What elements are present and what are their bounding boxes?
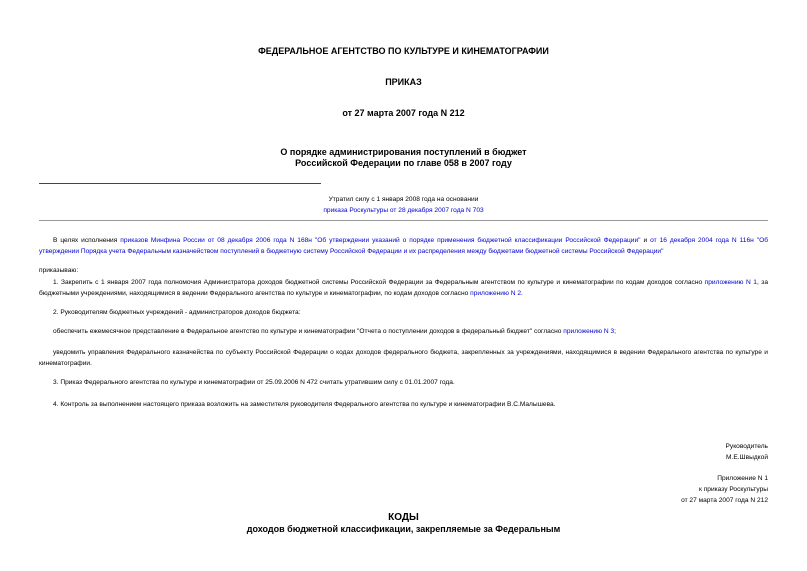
minfin-order-116n-link[interactable]: от 16 декабря 2004 года N 116н "Об утверждении Порядка учета Федеральным казначейством поступлений в бюджетную систему Российской Федерации и их распределения между бюджетами бюджетной системы Российской Федерации" xyxy=(39,237,768,255)
repeal-note: Утратил силу с 1 января 2008 года на основании xyxy=(328,196,479,203)
preamble-text: и xyxy=(640,237,651,244)
appendix-2-link[interactable]: приложению N 2 xyxy=(470,289,522,297)
appendix-3-link[interactable]: приложению N 3 xyxy=(563,328,615,335)
doc-type-heading: ПРИКАЗ xyxy=(385,77,422,87)
order-title-line-2: Российской Федерации по главе 058 в 2007 году xyxy=(295,158,512,168)
item-4-paragraph: 4. Контроль за выполнением настоящего приказа возложить на заместителя руководителя Федерального агентства по культуре и кинематографии В.С.Малышева. xyxy=(53,401,556,408)
appendix-1-link[interactable]: приложению N 1 xyxy=(704,279,757,286)
signature-name: М.Е.Швыдкой xyxy=(726,454,768,461)
separator-short xyxy=(39,183,321,184)
appendix-line-2: к приказу Роскультуры xyxy=(698,486,768,493)
item-1-paragraph xyxy=(39,278,768,299)
signature-block xyxy=(726,441,768,463)
prikazyvayu-text: приказываю: xyxy=(39,267,79,274)
signature-role: Руководитель xyxy=(725,443,768,450)
item-2a-text: обеспечить ежемесячное представление в Федеральное агентство по культуре и кинематографии "Отчета о поступлении доходов в федеральный бюджет" согласно xyxy=(53,328,564,335)
preamble-paragraph xyxy=(39,236,768,257)
item-3-paragraph: 3. Приказ Федерального агентства по культуре и кинематографии от 25.09.2006 N 472 считать утратившим силу с 01.01.2007 года. xyxy=(53,379,455,386)
codes-title: КОДЫ xyxy=(388,512,419,523)
codes-subtitle: доходов бюджетной классификации, закрепляемые за Федеральным xyxy=(246,524,561,534)
minfin-order-168n-link[interactable]: приказов Минфина России от 08 декабря 2006 года N 168н "Об утверждении указаний о порядке применения бюджетной классификации Российской Федерации" xyxy=(120,237,641,244)
item-1-text: 1. Закрепить с 1 января 2007 года полномочия Администратора доходов бюджетной системы Российской Федерации за Федеральным агентством по культуре и кинематографии по кодам доходов согласно xyxy=(53,279,705,286)
preamble-text: В целях исполнения xyxy=(53,237,121,244)
separator-full xyxy=(39,220,768,221)
item-2b-paragraph: уведомить управления Федерального казначейства по субъекту Российской Федерации о кодах доходов федерального бюджета, закрепленных за учреждениями, находящимися в ведении Федерального агентства по культуре и кинематографии. xyxy=(39,349,768,367)
item-2-paragraph: 2. Руководителям бюджетных учреждений - администраторов доходов бюджета: xyxy=(53,309,301,316)
item-2a-paragraph xyxy=(39,327,768,338)
appendix-line-1: Приложение N 1 xyxy=(717,475,768,482)
agency-heading: ФЕДЕРАЛЬНОЕ АГЕНТСТВО ПО КУЛЬТУРЕ И КИНЕМАТОГРАФИИ xyxy=(258,46,549,56)
order-title-line-1: О порядке администрирования поступлений в бюджет xyxy=(280,147,527,157)
item-1-text: . xyxy=(521,289,523,297)
order-date-number: от 27 марта 2007 года N 212 xyxy=(342,108,465,118)
repeal-order-link[interactable]: приказа Роскультуры от 28 декабря 2007 года N 703 xyxy=(323,207,484,214)
item-1-text: , за бюджетными учреждениями, находящимися в ведении Федерального агентства по культуре и кинематографии, по кодам доходов согласно xyxy=(39,279,768,297)
item-2a-text: ; xyxy=(614,328,617,335)
appendix-line-3: от 27 марта 2007 года N 212 xyxy=(681,497,768,504)
appendix-1-header xyxy=(681,473,768,506)
